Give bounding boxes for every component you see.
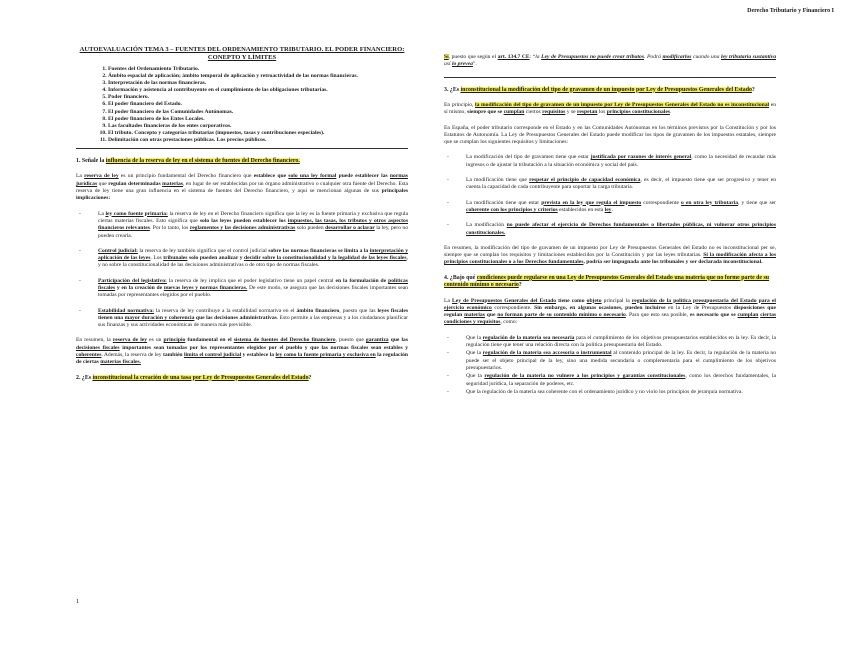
list-item: - Que la regulación de la materia sea accesoria o instrumental al contenido principal de la ley. Es decir, la regulación de la materia no puede ser el objeto principal de la ley, sino una medida secundaria o complementaria para el cumplimiento de los objetivos presupuestarios.: [466, 350, 776, 372]
question-2: 2. ¿Es inconstitucional la creación de una tasa por Ley de Presupuestos Generales del Estado?: [76, 374, 312, 381]
page-number: 1: [76, 598, 80, 605]
answer-1-summary: En resumen, la reserva de ley es un principio fundamental en el sistema de fuentes del Derecho financiero, puesto que garantiza que las decisiones fiscales importantes sean tomadas por los representantes elegidos por el pueblo y que las normas fiscales sean estables y coherentes. Además, la reserva de ley también limita el control judicial y establece la ley como la fuente primaria y exclusiva en la regulación de ciertas materias fiscales.: [76, 337, 409, 366]
answer-1-intro: La reserva de ley es un principio fundamental del Derecho financiero que establece que solo una ley formal puede establecer las normas jurídicas que regulan determinadas materias, en lugar de ser establecidas por un órgano administrativo o cualquier otra fuente del Derecho. Esta reserva de ley tiene una gran influencia en el sistema de fuentes del Derecho financiero, y aquí se mencionan algunas de sus principales implicaciones:: [76, 173, 408, 202]
list-item: - Que la regulación de la materia no vulnere a los principios y garantías constitucionales, como los derechos fundamentales, la seguridad jurídica, la separación de poderes, etc.: [466, 373, 776, 388]
list-item: - La ley como fuente primaria: la reserva de ley en el Derecho financiero significa que la ley es la fuente primaria y exclusiva que regula ciertas materias fiscales. Esto significa que solo las leyes pueden establecer los impuestos, las tasas, los tributos y otros aspectos financieros relevantes. Por lo tanto, los reglamentos y las decisiones administrativas solo pueden desarrollar o aclarar la ley, pero no pueden crearla.: [98, 211, 408, 240]
running-header: Derecho Tributario y Financiero I: [747, 8, 834, 14]
toc-item: 1. Fuentes del Ordenamiento Tributario.: [108, 66, 408, 73]
answer-3-context: En España, el poder tributario corresponde en el Estado y en las Comunidades Autónomas en los términos previstos por la Constitución y por los Estatutos de Autonomía. La Ley de Presupuestos Generales del Estado puede modificar los tipos de gravamen de los impuestos estatales, siempre que se cumplan los siguientes requisitos y limitaciones:: [444, 124, 776, 146]
toc-item: 5. Poder financiero.: [108, 94, 408, 101]
list-item: - Que la regulación de la materia sea necesaria para el cumplimiento de los objetivos presupuestarios establecidos en la ley. Es decir, la regulación tiene que tener una relación directa con la política presupuestaria del Estado.: [466, 335, 776, 350]
toc-item: 9. Las facultades financieras de los entes corporativos.: [108, 123, 408, 130]
conditions-list: [444, 335, 776, 396]
list-item: - Participación del legislativo: la reserva de ley implica que el poder legislativo tiene un papel central en la formulación de políticas fiscales y en la creación de nuevas leyes y normas financieras. De este modo, se asegura que las decisiones fiscales importantes sean tomadas por representantes elegidos por el pueblo.: [98, 278, 408, 300]
toc-item: 7. El poder financiero de las Comunidades Autónomas.: [108, 109, 408, 116]
divider: [76, 148, 408, 149]
toc-item: 11. Delimitación con otras prestaciones públicas. Los precios públicos.: [108, 137, 408, 144]
toc-item: 6. El poder financiero del Estado.: [108, 101, 408, 108]
toc-item: 2. Ámbito espacial de aplicación; ámbito temporal de aplicación y retroactividad de las normas financieras.: [108, 73, 408, 80]
requirements-list: [444, 154, 776, 236]
question-1: 1. Señale la influencia de la reserva de ley en el sistema de fuentes del Derecho financiero.: [76, 158, 300, 165]
toc-item: 8. El poder financiero de los Entes Locales.: [108, 116, 408, 123]
implications-list: [76, 211, 408, 330]
divider: [444, 77, 776, 78]
toc-item: 3. Interpretación de las normas financieras.: [108, 80, 408, 87]
list-item: - La modificación del tipo de gravamen tiene que estar justificada por razones de interés general, como la necesidad de recaudar más ingresos o de ajustar la tributación a la situación económica y social del país.: [466, 154, 776, 169]
right-column: [444, 54, 776, 404]
list-item: - Estabilidad normativa: la reserva de ley contribuye a la estabilidad normativa en el ámbito financiero, puesto que las leyes fiscales tienen una mayor duración y coherencia que las decisiones administrativas. Esto permite a las empresas y a los ciudadanos planificar sus finanzas y sus actividades económicas de manera más previsible.: [98, 308, 408, 330]
left-column: [76, 46, 408, 390]
list-item: - Que la regulación de la materia sea coherente con el ordenamiento jurídico y no violo los principios de jerarquía normativa.: [466, 389, 776, 396]
document-title: AUTOEVALUACIÓN TEMA 3 – FUENTES DEL ORDENAMIENTO TRIBUTARIO. EL PODER FINANCIERO: CONEPTO Y LÍMITES: [79, 46, 405, 61]
list-item: - La modificación tiene que estar prevista en la ley que regula el impuesto correspondiente o en otra ley tributaria, y tiene que ser coherente con los principios y criterios establecidos en esta ley.: [466, 200, 776, 215]
toc-item: 4. Información y asistencia al contribuyente en el cumplimiento de las obligaciones tributarias.: [108, 87, 408, 94]
answer-3-intro: En principio, la modificación del tipo de gravamen de un impuesto por Ley de Presupuestos Generales del Estado no es inconstitucional en sí mismo, siempre que se cumplan ciertos requisitos y se respetan los principios constitucionales.: [444, 102, 776, 116]
list-item: - La modificación no puede afectar el ejercicio de Derechos fundamentales o libertades públicas, ni vulnerar otros principios constitucionales.: [466, 222, 776, 237]
list-item: - Control judicial: la reserva de ley también significa que el control judicial sobre las normas financieras se limita a la interpretación y aplicación de las leyes. Los tribunales solo pueden analizar y decidir sobre la constitucionalidad y la legalidad de las leyes fiscales, y no sobre la constitucionalidad de las decisiones administrativas o de otro tipo de normas fiscales.: [98, 248, 408, 270]
answer-2: Sí, puesto que según el art. 134.7 CE: “la Ley de Presupuestos no puede crear tributos. Podrá modificarlos cuando una ley tributaria sustantiva así lo prevea”.: [444, 54, 776, 68]
answer-3-summary: En resumen, la modificación del tipo de gravamen de un impuesto por Ley de Presupuestos Generales del Estado no es inconstitucional per se, siempre que se cumplan los requisitos y limitaciones establecidos por la Constitución y por las leyes tributarias. Si la modificación afecta a los principios constitucionales o a los Derechos fundamentales, podría ser impugnada ante los tribunales y ser declarada inconstitucional.: [444, 244, 776, 266]
toc-item: 10. El tributo. Concepto y categorías tributarias (impuestos, tasas y contribuciones especiales).: [108, 130, 408, 137]
table-of-contents: [76, 66, 408, 144]
list-item: - La modificación tiene que respetar el principio de capacidad económica, es decir, el impuesto tiene que ser progresivo y tener en cuenta la capacidad de cada contribuyente para soportar la carga tributaria.: [466, 177, 776, 192]
question-3: 3. ¿Es inconstitucional la modificación del tipo de gravamen de un impuesto por Ley de Presupuestos Generales del Estado?: [444, 86, 755, 93]
question-4: 4. ¿Bajo qué condiciones puede regularse en una Ley de Presupuestos Generales del Estado una materia que no forme parte de su contenido mínimo o necesario?: [444, 274, 770, 289]
answer-4-intro: La Ley de Presupuestos Generales del Estado tiene como objeto principal la regulación de la política presupuestaria del Estado para el ejercicio económico correspondiente. Sin embargo, en algunas ocasiones, pueden incluirse en la Ley de Presupuestos disposiciones que regulan materias que no forman parte de su contenido mínimo o necesario. Para que esto sea posible, es necesario que se cumplan ciertas condiciones y requisitos, como:: [444, 297, 777, 326]
